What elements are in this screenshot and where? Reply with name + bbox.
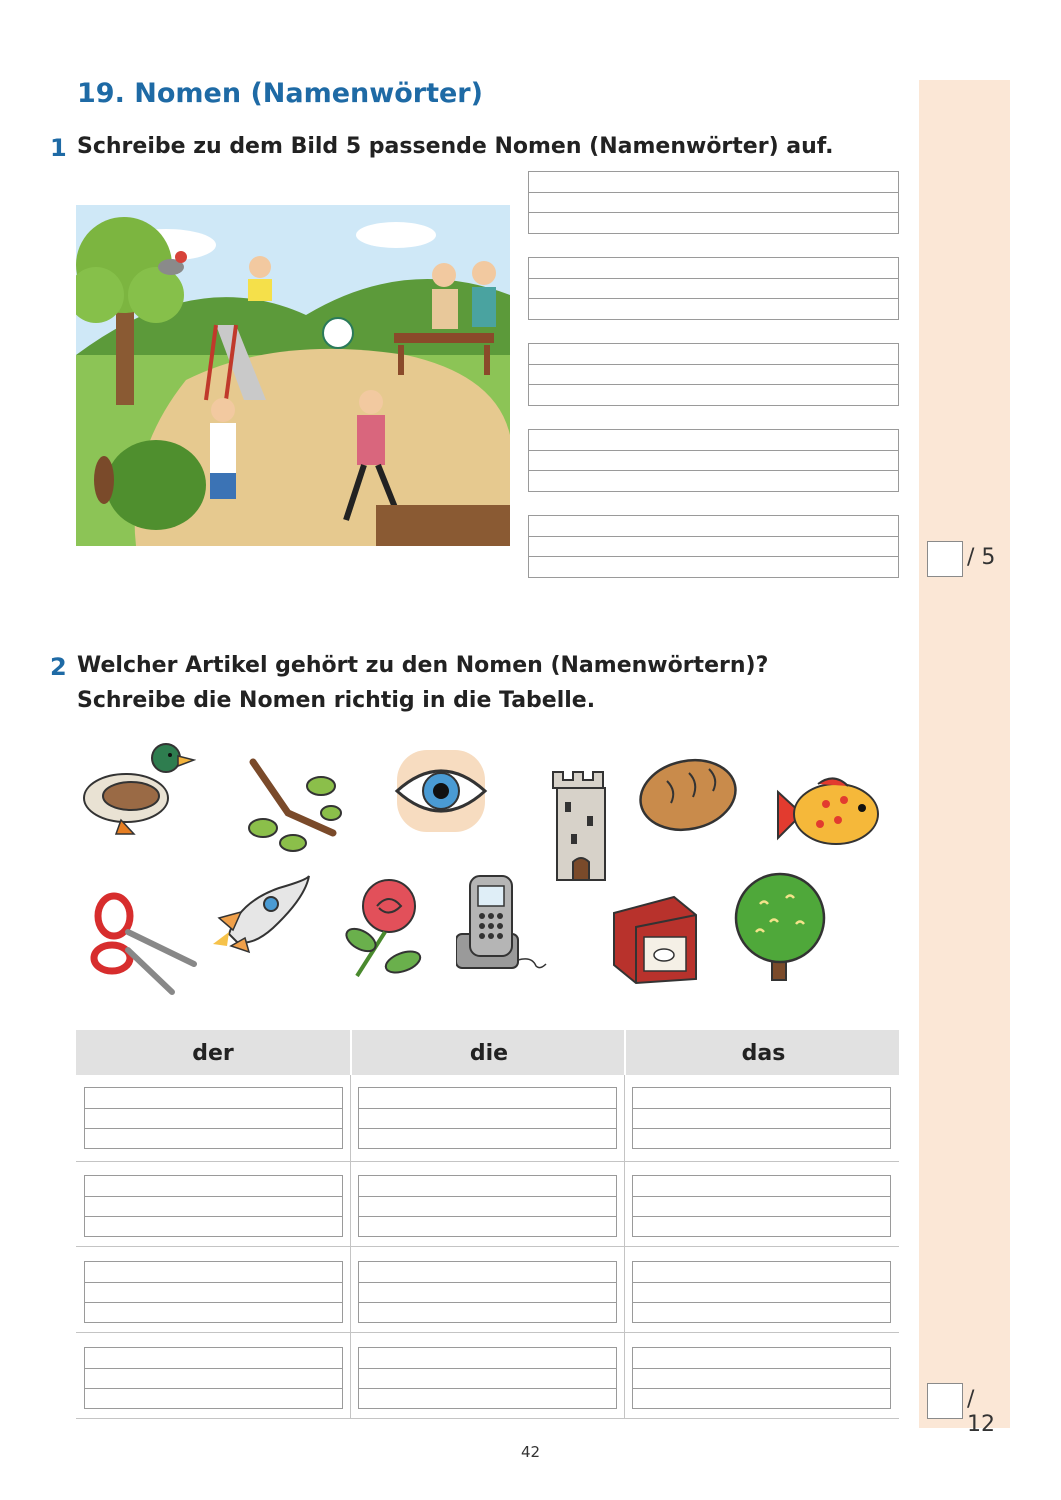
eye-icon [391,746,491,840]
table-cell-der-3[interactable] [84,1261,343,1323]
column-header-das: das [624,1030,901,1075]
score-task2 [927,1383,997,1437]
task2-number: 2 [50,653,67,681]
table-cell-das-4[interactable] [632,1347,891,1409]
score-box-task2[interactable] [927,1383,963,1419]
rocket-icon [209,874,313,958]
answer-lines-2[interactable] [528,257,899,320]
score-box-task1[interactable] [927,541,963,577]
rose-icon [343,876,427,984]
park-scene-illustration [76,205,510,546]
table-cell-der-4[interactable] [84,1347,343,1409]
table-cell-das-2[interactable] [632,1175,891,1237]
page-number: 42 [520,1443,541,1461]
tower-icon [551,770,611,886]
score-task1 [927,541,997,579]
table-cell-die-2[interactable] [358,1175,617,1237]
task1-instruction: Schreibe zu dem Bild 5 passende Nomen (Namenwörter) auf. [77,134,834,159]
table-cell-die-3[interactable] [358,1261,617,1323]
table-header-row [76,1030,899,1075]
bread-icon [637,755,739,839]
task1-number: 1 [50,134,67,162]
table-cell-der-2[interactable] [84,1175,343,1237]
book-icon [610,893,700,989]
table-cell-das-1[interactable] [632,1087,891,1149]
tree-icon [730,870,830,986]
branch-icon [243,758,343,862]
table-cell-die-4[interactable] [358,1347,617,1409]
page-title: 19. Nomen (Namenwörter) [77,78,483,109]
answer-lines-4[interactable] [528,429,899,492]
column-header-die: die [350,1030,626,1075]
task2-instruction-line1: Welcher Artikel gehört zu den Nomen (Namenwörtern)? [77,653,769,678]
table-cell-das-3[interactable] [632,1261,891,1323]
score-label-task1: / 5 [967,545,996,570]
scissors-icon [90,892,198,1000]
table-cell-die-1[interactable] [358,1087,617,1149]
score-label-task2: / 12 [967,1387,995,1437]
table-cell-der-1[interactable] [84,1087,343,1149]
duck-icon [76,738,196,842]
phone-icon [456,874,548,976]
score-sidebar [919,80,1010,1428]
task2-instruction-line2: Schreibe die Nomen richtig in die Tabelle. [77,688,596,713]
fish-icon [774,772,884,862]
answer-lines-5[interactable] [528,515,899,578]
answer-lines-1[interactable] [528,171,899,234]
answer-lines-3[interactable] [528,343,899,406]
column-header-der: der [192,1041,234,1066]
